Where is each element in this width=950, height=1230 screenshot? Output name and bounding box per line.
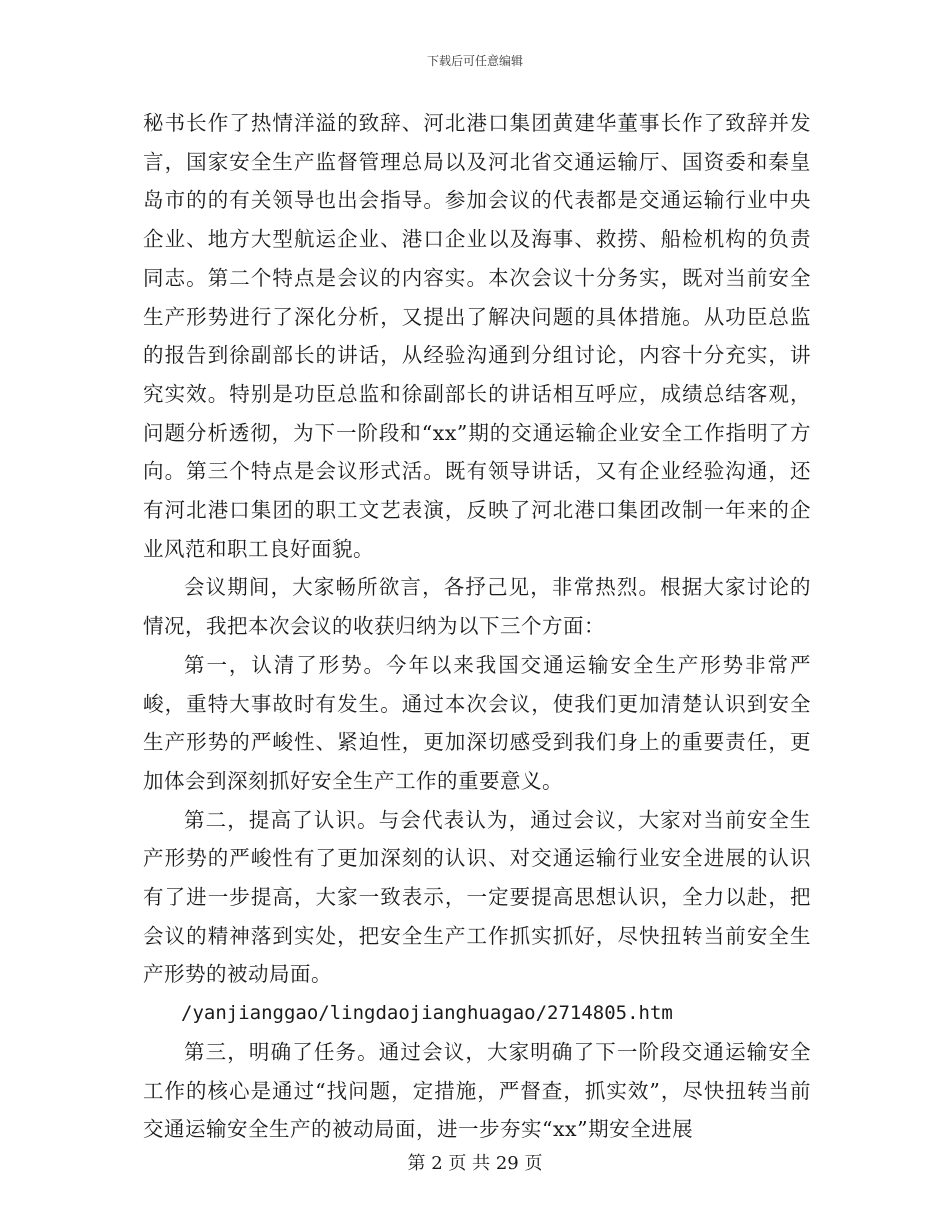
paragraph-point-three: 第三，明确了任务。通过会议，大家明确了下一阶段交通运输安全工作的核心是通过“找问题，定措施，严督查，抓实效”，尽快扭转当前交通运输安全生产的被动局面，进一步夯实“xx”期安全进展 (143, 1039, 811, 1142)
page-number: 第 2 页 共 29 页 (407, 1153, 543, 1174)
document-body (143, 104, 811, 1149)
page-header-note: 下载后可任意编辑 (426, 54, 523, 68)
paragraph-meeting-summary: 会议期间，大家畅所欲言，各抒己见，非常热烈。根据大家讨论的情况，我把本次会议的收获归纳为以下三个方面： (143, 575, 811, 639)
source-url-text: /yanjianggao/lingdaojianghuagao/2714805.htm (181, 1002, 673, 1025)
paragraph-point-two: 第二，提高了认识。与会代表认为，通过会议，大家对当前安全生产形势的严峻性有了更加深刻的认识、对交通运输行业安全进展的认识有了进一步提高，大家一致表示，一定要提高思想认识，全力以赴，把会议的精神落到实处，把安全生产工作抓实抓好，尽快扭转当前安全生产形势的被动局面。 (143, 807, 811, 987)
paragraph-point-one: 第一，认清了形势。今年以来我国交通运输安全生产形势非常严峻，重特大事故时有发生。通过本次会议，使我们更加清楚认识到安全生产形势的严峻性、紧迫性，更加深切感受到我们身上的重要责任，更加体会到深刻抓好安全生产工作的重要意义。 (143, 652, 811, 793)
paragraph-continued: 秘书长作了热情洋溢的致辞、河北港口集团黄建华董事长作了致辞并发言，国家安全生产监督管理总局以及河北省交通运输厅、国资委和秦皇岛市的的有关领导也出会指导。参加会议的代表都是交通运输行业中央企业、地方大型航运企业、港口企业以及海事、救捞、船检机构的负责同志。第二个特点是会议的内容实。本次会议十分务实，既对当前安全生产形势进行了深化分析，又提出了解决问题的具体措施。从功臣总监的报告到徐副部长的讲话，从经验沟通到分组讨论，内容十分充实，讲究实效。特别是功臣总监和徐副部长的讲话相互呼应，成绩总结客观，问题分析透彻，为下一阶段和“xx”期的交通运输企业安全工作指明了方向。第三个特点是会议形式活。既有领导讲话，又有企业经验沟通，还有河北港口集团的职工文艺表演，反映了河北港口集团改制一年来的企业风范和职工良好面貌。 (143, 111, 811, 561)
